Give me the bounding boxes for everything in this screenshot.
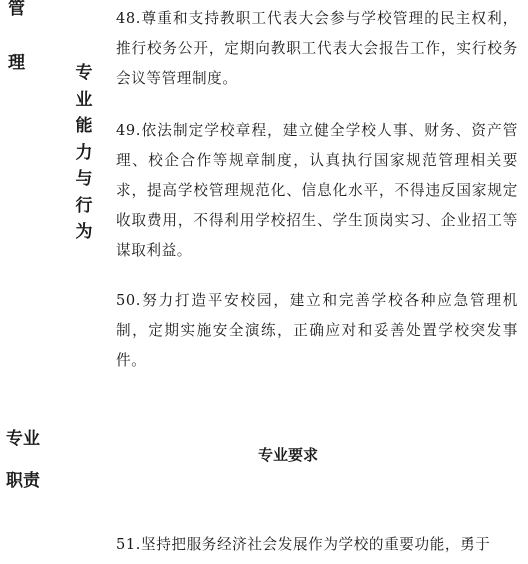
vertical-label-professional-ability: [72, 60, 96, 246]
paragraph-item-48: 48.尊重和支持教职工代表大会参与学校管理的民主权利，推行校务公开，定期向教职工代表大会报告工作，实行校务会议等管理制度。: [116, 10, 518, 87]
category-label-guan: 管: [8, 0, 25, 19]
vertical-label-char: 专: [75, 63, 93, 83]
vertical-label-char: 能: [75, 116, 93, 136]
paragraph-item-49: 49.依法制定学校章程，建立健全学校人事、财务、资产管理、校企合作等规章制度，认真执行国家规范管理相关要求，提高学校管理规范化、信息化水平，不得违反国家规定收取费用，不得利用学校招生、学生顶岗实习、企业招工等谋取利益。: [116, 122, 518, 259]
paragraph-item-51: 51.坚持把服务经济社会发展作为学校的重要功能，勇于: [116, 536, 491, 553]
vertical-label-char: 行: [75, 195, 93, 216]
vertical-label-char: 为: [75, 222, 93, 242]
section-label-line-2: 职责: [6, 471, 40, 491]
section-header-requirements: 专业要求: [258, 446, 319, 464]
category-label-li: 理: [8, 53, 25, 73]
paragraph-item-50: 50.努力打造平安校园，建立和完善学校各种应急管理机制，定期实施安全演练，正确应对和妥善处置学校突发事件。: [116, 292, 518, 369]
vertical-label-char: 业: [75, 89, 93, 110]
section-label-line-1: 专业: [6, 429, 40, 449]
vertical-label-char: 力: [75, 142, 93, 163]
vertical-label-char: 与: [75, 169, 93, 189]
